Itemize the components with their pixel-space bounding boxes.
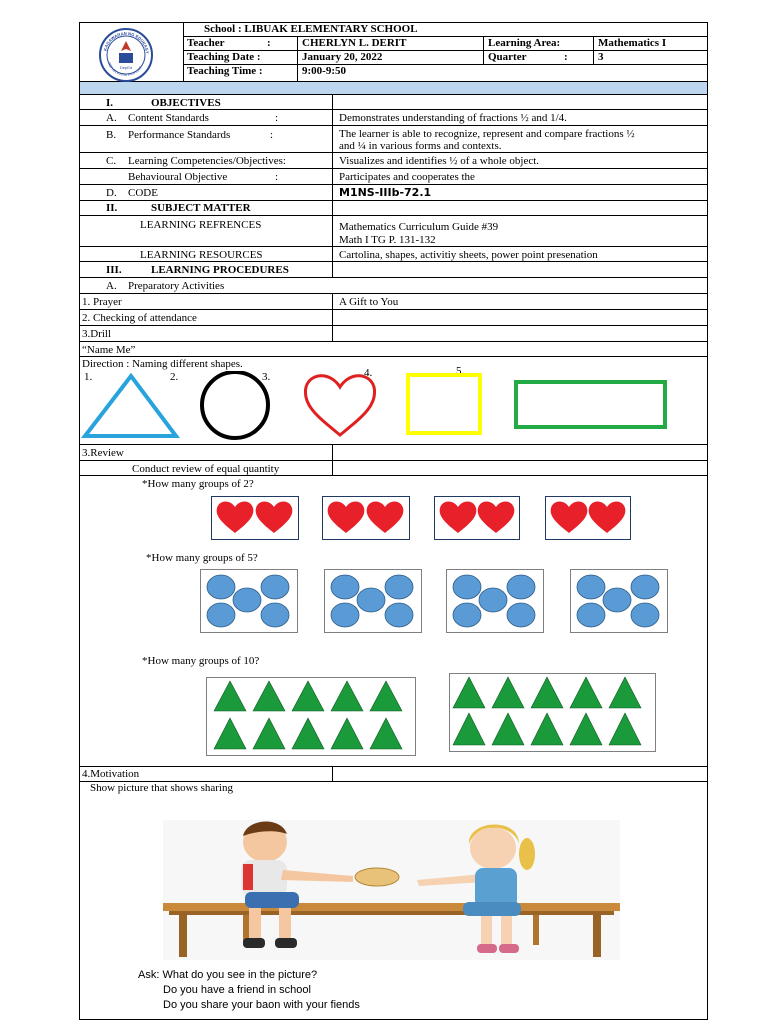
learning-area-label: Learning Area:	[483, 37, 593, 50]
shapes-row	[80, 357, 707, 445]
references-value-2: Math I TG P. 131-132	[339, 234, 436, 246]
preparatory-row	[80, 278, 707, 294]
seal-subtext: REPUBLIKA NG PILIPINAS	[106, 61, 143, 78]
quarter-label: Quarter	[488, 51, 527, 63]
header-table	[79, 22, 708, 82]
name-me-row	[80, 342, 707, 357]
references-label: LEARNING REFRENCES	[140, 219, 262, 231]
prayer-label: 1. Prayer	[82, 296, 122, 308]
motivation-row	[80, 767, 707, 782]
shape-num-4: 4.	[364, 367, 373, 379]
performance-letter: B.	[106, 129, 117, 141]
shape-num-3: 3.	[262, 371, 271, 383]
prayer-value: A Gift to You	[339, 296, 399, 308]
direction-text: Direction : Naming different shapes.	[82, 358, 243, 370]
procedures-heading: LEARNING PROCEDURES	[151, 264, 289, 276]
heart-group-4	[545, 496, 631, 540]
question-groups-2: *How many groups of 2?	[142, 478, 254, 490]
code-label: CODE	[128, 187, 158, 199]
teacher-label: Teacher	[187, 37, 225, 49]
heart-group-1	[211, 496, 299, 540]
objectives-heading-row	[80, 95, 707, 110]
motivation-label: 4.Motivation	[82, 768, 140, 780]
behavioural-row: Behavioural Objective : Participates and cooperates the	[80, 169, 707, 185]
subject-heading: SUBJECT MATTER	[151, 202, 251, 214]
header-row-teacher: Teacher : CHERLYN L. DERIT Learning Area: Mathematics I	[183, 37, 708, 51]
square-shape	[408, 375, 480, 433]
code-value: M1NS-IIIb-72.1	[339, 186, 432, 199]
circle-shape	[202, 371, 271, 438]
header-row-school: School : LIBUAK ELEMENTARY SCHOOL	[183, 23, 708, 37]
code-letter: D.	[106, 187, 117, 199]
header-blue-bar	[79, 82, 708, 95]
performance-standards-row: B. Performance Standards : The learner is able to recognize, represent and compare fractions ½ and ¼ in various forms and contexts.	[80, 126, 707, 153]
logo-cell	[80, 23, 184, 81]
learning-area-value: Mathematics I	[593, 37, 708, 50]
resources-label: LEARNING RESOURCES	[140, 249, 263, 261]
seal-text: KAGAWARAN NG EDUKASY	[102, 30, 150, 54]
drill-row	[80, 326, 707, 342]
review-text: Conduct review of equal quantity	[132, 463, 280, 475]
shapes-drawing	[80, 371, 700, 443]
references-value-1: Mathematics Curriculum Guide #39	[339, 221, 499, 233]
procedures-num: III.	[106, 264, 122, 276]
shape-num-1: 1.	[84, 371, 93, 383]
dot-group-1	[200, 569, 298, 633]
dot-group-2	[324, 569, 422, 633]
date-value: January 20, 2022	[297, 51, 483, 64]
objectives-num: I.	[106, 97, 114, 109]
subject-heading-row	[80, 201, 707, 216]
drill-label: 3.Drill	[82, 328, 112, 340]
motivation-section	[80, 782, 707, 1020]
dot-group-4	[570, 569, 668, 633]
review-text-row	[80, 461, 707, 476]
content-label: Content Standards	[128, 112, 209, 124]
heart-shape	[305, 376, 374, 435]
header-row-time	[183, 65, 708, 81]
behavioural-value: Participates and cooperates the	[339, 171, 475, 183]
header-row-date: Teaching Date : January 20, 2022 Quarter : 3	[183, 51, 708, 65]
school-label: School	[204, 23, 236, 35]
teacher-value: CHERLYN L. DERIT	[297, 37, 483, 50]
content-value: Demonstrates understanding of fractions ½ and 1/4.	[339, 112, 567, 124]
triangle-group-2	[449, 673, 656, 752]
ask-question-1: Ask: What do you see in the picture?	[138, 969, 318, 981]
lesson-table	[79, 95, 708, 1020]
competency-row	[80, 153, 707, 169]
rectangle-shape	[516, 382, 665, 427]
competency-label: Learning Competencies/Objectives:	[128, 155, 286, 167]
review-row	[80, 445, 707, 461]
seal-center: DepEd	[119, 65, 133, 70]
prep-letter: A.	[106, 280, 117, 292]
ask-question-2: Do you have a friend in school	[163, 984, 311, 996]
deped-seal-icon	[98, 27, 154, 83]
resources-value: Cartolina, shapes, activitiy sheets, power point presenation	[339, 249, 598, 261]
references-row	[80, 216, 707, 247]
performance-label: Performance Standards	[128, 129, 231, 141]
groups-section	[80, 476, 707, 767]
attendance-label: 2. Checking of attendance	[82, 312, 197, 324]
motivation-text: Show picture that shows sharing	[90, 782, 233, 794]
triangle-shape	[85, 376, 176, 436]
time-value: 9:00-9:50	[297, 65, 483, 81]
time-label: Teaching Time :	[187, 65, 263, 77]
procedures-heading-row	[80, 262, 707, 278]
content-letter: A.	[106, 112, 117, 124]
question-groups-5: *How many groups of 5?	[146, 552, 258, 564]
question-groups-10: *How many groups of 10?	[142, 655, 260, 667]
date-label: Teaching Date :	[187, 51, 261, 63]
shape-num-2: 2.	[170, 371, 179, 383]
competency-letter: C.	[106, 155, 117, 167]
name-me: “Name Me”	[82, 344, 136, 356]
behavioural-label: Behavioural Objective	[128, 171, 228, 183]
objectives-heading: OBJECTIVES	[151, 97, 221, 109]
subject-num: II.	[106, 202, 118, 214]
prep-label: Preparatory Activities	[128, 280, 225, 292]
attendance-row	[80, 310, 707, 326]
dot-group-3	[446, 569, 544, 633]
heart-group-2	[322, 496, 410, 540]
prayer-row	[80, 294, 707, 310]
sharing-picture	[163, 820, 620, 960]
resources-row	[80, 247, 707, 262]
content-standards-row: A. Content Standards : Demonstrates understanding of fractions ½ and 1/4.	[80, 110, 707, 126]
performance-value-2: and ¼ in various forms and contexts.	[339, 140, 502, 152]
quarter-value: 3	[593, 51, 708, 64]
competency-value: Visualizes and identifies ½ of a whole object.	[339, 155, 540, 167]
code-row	[80, 185, 707, 201]
performance-value-1: The learner is able to recognize, represent and compare fractions ½	[339, 128, 635, 140]
heart-group-3	[434, 496, 520, 540]
shape-num-5: 5.	[456, 365, 465, 377]
ask-question-3: Do you share your baon with your fiends	[163, 999, 360, 1011]
review-label: 3.Review	[82, 447, 124, 459]
triangle-group-1	[206, 677, 416, 756]
school-value: LIBUAK ELEMENTARY SCHOOL	[244, 23, 418, 35]
